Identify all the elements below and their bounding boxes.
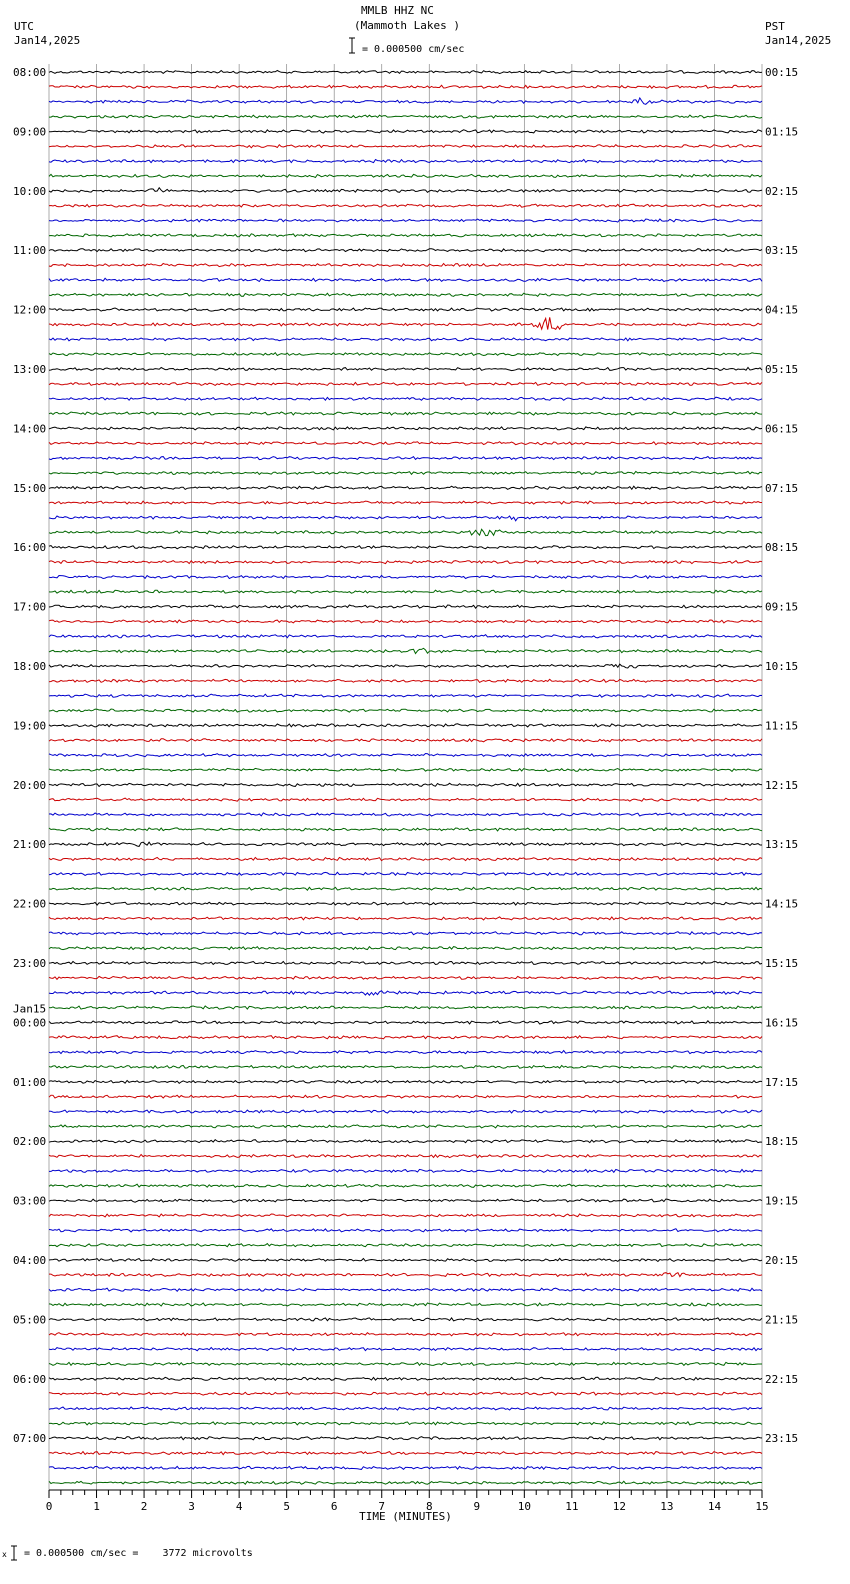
utc-hour-label: 17:00 xyxy=(13,600,47,614)
pst-hour-label: 01:15 xyxy=(765,125,799,139)
scale-label: = 0.000500 cm/sec xyxy=(362,44,465,55)
trace-line-55 xyxy=(49,887,762,890)
pst-hour-label: 15:15 xyxy=(765,957,799,970)
utc-hour-label: 08:00 xyxy=(13,66,47,79)
trace-line-56 xyxy=(49,902,762,905)
footer-scale-label: = 0.000500 cm/sec = 3772 microvolts xyxy=(24,1548,253,1559)
x-tick-label: 8 xyxy=(425,1500,433,1513)
trace-line-47 xyxy=(49,768,762,771)
x-tick-label: 0 xyxy=(45,1500,53,1513)
utc-hour-label: 07:00 xyxy=(13,1432,47,1446)
utc-hour-label: 15:00 xyxy=(13,481,47,495)
trace-line-69 xyxy=(49,1095,762,1098)
pst-hour-label: 11:15 xyxy=(765,719,799,733)
utc-hour-label: 19:00 xyxy=(13,719,47,733)
trace-line-57 xyxy=(49,917,762,920)
utc-hour-label: 02:00 xyxy=(13,1135,47,1149)
trace-line-75 xyxy=(49,1184,762,1187)
pst-hour-label: 09:15 xyxy=(765,600,799,614)
x-tick-label: 3 xyxy=(188,1500,195,1513)
utc-hour-label: 21:00 xyxy=(13,838,47,852)
trace-line-85 xyxy=(49,1333,762,1336)
trace-line-59 xyxy=(49,947,762,950)
x-tick-label: 5 xyxy=(283,1500,290,1513)
seismic-traces xyxy=(49,71,762,1485)
x-tick-label: 4 xyxy=(235,1500,243,1513)
trace-line-6 xyxy=(49,160,762,163)
utc-hour-label: 00:00 xyxy=(13,1016,47,1030)
trace-line-15 xyxy=(49,293,762,296)
utc-hour-label: 22:00 xyxy=(13,897,47,911)
trace-line-24 xyxy=(49,427,762,430)
utc-hour-label: 06:00 xyxy=(13,1372,47,1386)
footer-marker: x xyxy=(2,1550,7,1559)
trace-line-27 xyxy=(49,471,762,474)
right-timezone: PST xyxy=(765,20,785,33)
pst-hour-label: 08:15 xyxy=(765,541,799,555)
trace-line-41 xyxy=(49,679,762,682)
trace-line-20 xyxy=(49,368,762,371)
trace-line-38 xyxy=(49,635,762,638)
trace-line-42 xyxy=(49,694,762,697)
left-date: Jan14,2025 xyxy=(14,34,81,47)
trace-line-87 xyxy=(49,1362,762,1365)
trace-line-23 xyxy=(49,412,762,415)
time-axis xyxy=(46,1490,769,1523)
trace-line-82 xyxy=(49,1288,762,1291)
trace-line-21 xyxy=(49,382,762,385)
date-change-label: Jan15 xyxy=(13,1002,47,1016)
trace-line-44 xyxy=(49,724,762,727)
trace-line-72 xyxy=(49,1140,762,1143)
trace-line-12 xyxy=(49,249,762,252)
trace-line-83 xyxy=(49,1303,762,1306)
x-tick-label: 7 xyxy=(378,1500,386,1513)
trace-line-90 xyxy=(49,1407,762,1410)
pst-hour-label: 20:15 xyxy=(765,1254,799,1267)
trace-line-29 xyxy=(49,501,762,504)
trace-line-93 xyxy=(49,1452,762,1455)
trace-line-37 xyxy=(49,620,762,623)
trace-line-58 xyxy=(49,932,762,935)
pst-hour-label: 19:15 xyxy=(765,1194,799,1208)
x-tick-label: 14 xyxy=(707,1500,722,1513)
x-tick-label: 12 xyxy=(612,1500,627,1513)
trace-line-71 xyxy=(49,1125,762,1128)
location-title: (Mammoth Lakes ) xyxy=(354,19,460,32)
trace-line-3 xyxy=(49,115,762,118)
x-tick-label: 6 xyxy=(330,1500,338,1513)
trace-line-22 xyxy=(49,397,762,400)
trace-line-25 xyxy=(49,442,762,445)
pst-hour-label: 06:15 xyxy=(765,422,799,436)
trace-line-11 xyxy=(49,234,762,237)
trace-line-36 xyxy=(49,605,762,608)
trace-line-95 xyxy=(49,1481,762,1484)
pst-hour-label: 23:15 xyxy=(765,1432,799,1446)
trace-line-14 xyxy=(49,278,762,281)
trace-line-54 xyxy=(49,872,762,875)
utc-hour-label: 13:00 xyxy=(13,363,47,376)
trace-line-67 xyxy=(49,1065,762,1068)
pst-hour-label: 18:15 xyxy=(765,1135,799,1149)
utc-hour-label: 04:00 xyxy=(13,1254,47,1267)
trace-line-31 xyxy=(49,529,762,535)
x-tick-label: 13 xyxy=(660,1500,674,1513)
pst-hour-label: 03:15 xyxy=(765,244,799,258)
x-tick-label: 9 xyxy=(473,1500,481,1513)
utc-hour-label: 16:00 xyxy=(13,541,47,555)
trace-line-78 xyxy=(49,1229,762,1232)
trace-line-91 xyxy=(49,1422,762,1425)
pst-hour-label: 02:15 xyxy=(765,184,799,198)
trace-line-53 xyxy=(49,858,762,861)
trace-line-32 xyxy=(49,546,762,549)
x-tick-label: 15 xyxy=(755,1500,769,1513)
utc-hour-label: 12:00 xyxy=(13,303,47,317)
trace-line-79 xyxy=(49,1244,762,1247)
trace-line-40 xyxy=(49,664,762,668)
utc-hour-label: 18:00 xyxy=(13,660,47,673)
trace-line-45 xyxy=(49,739,762,742)
utc-hour-label: 11:00 xyxy=(13,244,47,258)
trace-line-61 xyxy=(49,976,762,979)
pst-hour-label: 17:15 xyxy=(765,1075,799,1089)
station-title: MMLB HHZ NC xyxy=(361,4,434,17)
time-grid xyxy=(49,64,762,1490)
trace-line-77 xyxy=(49,1214,762,1217)
trace-line-50 xyxy=(49,813,762,816)
trace-line-66 xyxy=(49,1051,762,1054)
trace-line-34 xyxy=(49,575,762,578)
footer-scale-bar-icon xyxy=(11,1546,17,1560)
utc-hour-label: 09:00 xyxy=(13,125,47,139)
trace-line-43 xyxy=(49,709,762,712)
trace-line-88 xyxy=(49,1377,762,1380)
x-tick-label: 1 xyxy=(93,1500,100,1513)
trace-line-68 xyxy=(49,1080,762,1083)
trace-line-4 xyxy=(49,130,762,133)
trace-line-30 xyxy=(49,516,762,521)
pst-hour-label: 04:15 xyxy=(765,303,799,317)
x-tick-label: 2 xyxy=(140,1500,148,1513)
utc-hour-label: 01:00 xyxy=(13,1075,47,1089)
trace-line-33 xyxy=(49,561,762,564)
x-tick-label: 10 xyxy=(517,1500,531,1513)
pst-hour-label: 07:15 xyxy=(765,481,799,495)
trace-line-84 xyxy=(49,1318,762,1321)
trace-line-51 xyxy=(49,828,762,831)
trace-line-46 xyxy=(49,754,762,757)
trace-line-19 xyxy=(49,353,762,356)
trace-line-13 xyxy=(49,264,762,267)
trace-line-81 xyxy=(49,1273,762,1277)
pst-hour-label: 14:15 xyxy=(765,897,799,911)
trace-line-80 xyxy=(49,1258,762,1261)
trace-line-74 xyxy=(49,1169,762,1172)
pst-hour-label: 05:15 xyxy=(765,363,799,376)
trace-line-17 xyxy=(49,317,762,329)
pst-hour-label: 13:15 xyxy=(765,838,799,852)
trace-line-94 xyxy=(49,1466,762,1469)
x-axis-title: TIME (MINUTES) xyxy=(359,1510,452,1523)
trace-line-65 xyxy=(49,1036,762,1039)
left-timezone: UTC xyxy=(14,20,34,33)
pst-hour-label: 10:15 xyxy=(765,660,799,673)
trace-line-26 xyxy=(49,457,762,460)
trace-line-16 xyxy=(49,308,762,311)
scale-bar-icon xyxy=(349,38,355,53)
trace-line-52 xyxy=(49,842,762,846)
trace-line-0 xyxy=(49,71,762,74)
utc-hour-label: 23:00 xyxy=(13,957,47,970)
trace-line-10 xyxy=(49,219,762,222)
trace-line-5 xyxy=(49,145,762,148)
trace-line-28 xyxy=(49,486,762,489)
right-date: Jan14,2025 xyxy=(765,34,832,47)
trace-line-92 xyxy=(49,1437,762,1440)
trace-line-62 xyxy=(49,991,762,995)
trace-line-73 xyxy=(49,1155,762,1158)
utc-hour-label: 14:00 xyxy=(13,422,47,436)
pst-hour-label: 22:15 xyxy=(765,1372,799,1386)
trace-line-48 xyxy=(49,783,762,786)
utc-hour-label: 10:00 xyxy=(13,184,47,198)
trace-line-9 xyxy=(49,204,762,207)
utc-hour-label: 20:00 xyxy=(13,778,47,792)
trace-line-86 xyxy=(49,1348,762,1351)
trace-line-63 xyxy=(49,1006,762,1009)
trace-line-7 xyxy=(49,174,762,177)
pst-hour-label: 21:15 xyxy=(765,1313,799,1327)
pst-hour-label: 16:15 xyxy=(765,1016,799,1030)
trace-line-39 xyxy=(49,648,762,653)
trace-line-64 xyxy=(49,1021,762,1024)
trace-line-49 xyxy=(49,798,762,801)
trace-line-1 xyxy=(49,85,762,88)
trace-line-2 xyxy=(49,98,762,104)
x-tick-label: 11 xyxy=(565,1500,579,1513)
trace-line-89 xyxy=(49,1392,762,1395)
trace-line-76 xyxy=(49,1199,762,1202)
trace-line-70 xyxy=(49,1110,762,1113)
utc-hour-label: 05:00 xyxy=(13,1313,47,1327)
trace-line-8 xyxy=(49,188,762,193)
trace-line-60 xyxy=(49,962,762,965)
trace-line-18 xyxy=(49,338,762,341)
pst-hour-label: 00:15 xyxy=(765,66,799,79)
utc-hour-label: 03:00 xyxy=(13,1194,47,1208)
trace-line-35 xyxy=(49,590,762,593)
pst-hour-label: 12:15 xyxy=(765,778,799,792)
